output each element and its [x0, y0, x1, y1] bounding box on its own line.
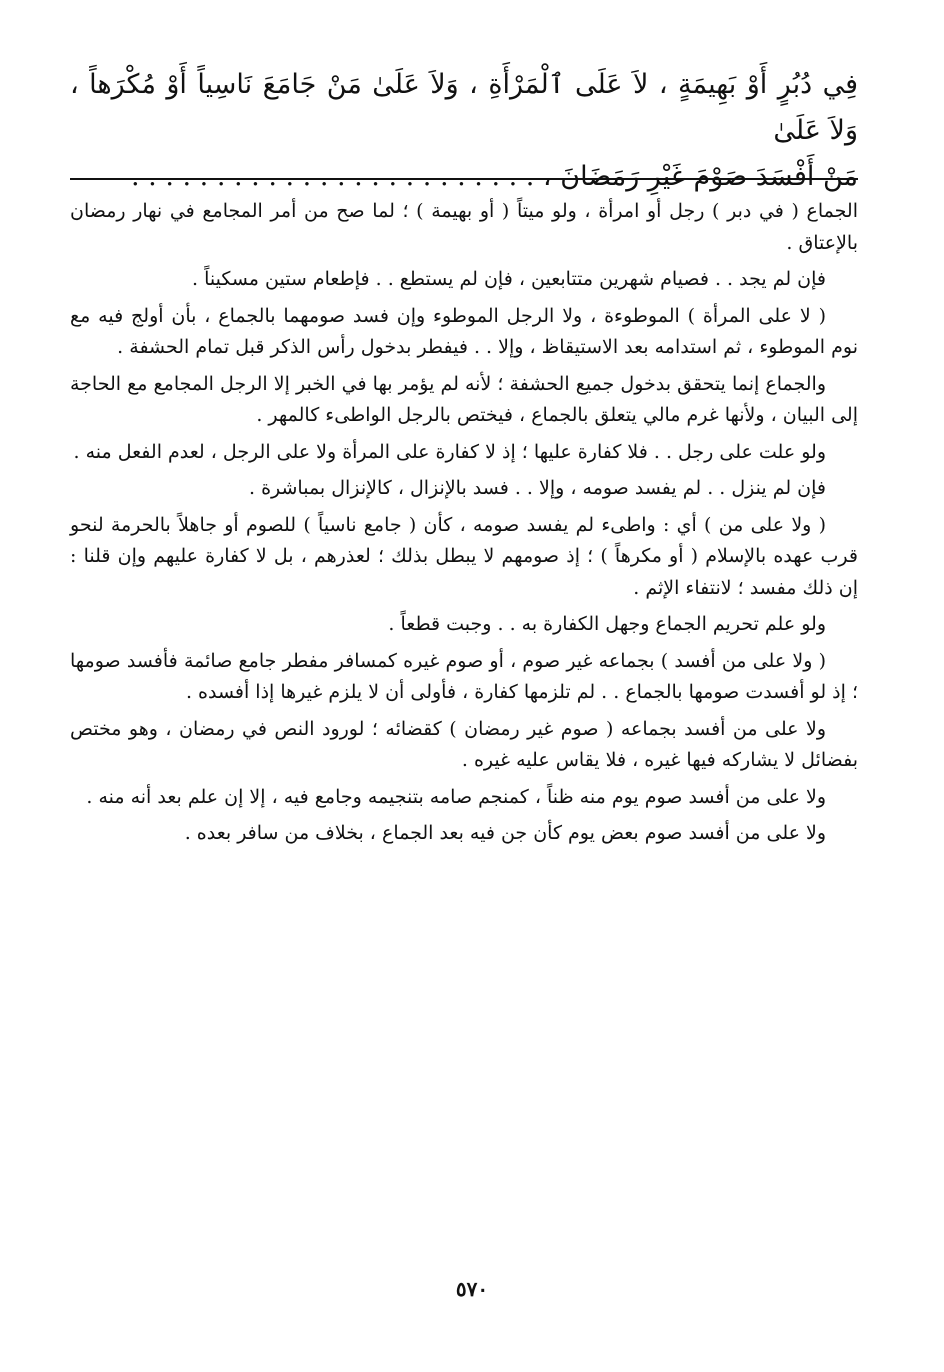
commentary-paragraph: فإن لم ينزل . . لم يفسد صومه ، وإلا . . فسد بالإنزال ، كالإنزال بمباشرة . — [248, 477, 826, 499]
commentary-block — [70, 196, 858, 855]
separator-rule — [70, 178, 858, 180]
commentary-paragraph: فإن لم يجد . . فصيام شهرين متتابعين ، فإن لم يستطع . . فإطعام ستين مسكيناً . — [192, 268, 826, 290]
main-text-line: مَنْ أَفْسَدَ صَوْمَ غَيْرِ رَمَضَانَ ، . . . . . . . . . . . . . . . . . . . . . . . . — [131, 161, 858, 192]
commentary-paragraph: ( ولا على من ) أي : واطىء لم يفسد صومه ، كأن ( جامع ناسياً ) للصوم أو جاهلاً بالحرمة لنحو قرب عهده بالإسلام ( أو مكرهاً ) ؛ إذ صومهم لا يبطل بذلك ؛ لعذرهم ، بل لا كفارة عليهم وإن قلنا : إن ذلك مفسد ؛ لانتفاء الإثم . — [70, 513, 858, 599]
main-text-line: فِي دُبُرٍ أَوْ بَهِيمَةٍ ، لاَ عَلَى ٱلْمَرْأَةِ ، وَلاَ عَلَىٰ مَنْ جَامَعَ نَاسِياً أَوْ مُكْرَهاً ، وَلاَ عَلَىٰ — [70, 69, 858, 146]
commentary-paragraph: ولو علم تحريم الجماع وجهل الكفارة به . . وجبت قطعاً . — [388, 613, 826, 635]
commentary-paragraph: ولا على من أفسد صوم بعض يوم كأن جن فيه بعد الجماع ، بخلاف من سافر بعده . — [184, 822, 826, 844]
commentary-paragraph: ( لا على المرأة ) الموطوءة ، ولا الرجل الموطوء وإن فسد صومهما بالجماع ، بأن أولج فيه مع نوم الموطوء ، ثم استدامه بعد الاستيقاظ ، وإلا . . فيفطر بدخول رأس الذكر قبل تمام الحشفة . — [70, 304, 858, 358]
commentary-paragraph: ولا على من أفسد بجماعه ( صوم غير رمضان ) كقضائه ؛ لورود النص في رمضان ، وهو مختص بفضائل لا يشاركه فيها غيره ، فلا يقاس عليه غيره . — [70, 717, 858, 771]
commentary-paragraph: الجماع ( في دبر ) رجل أو امرأة ، ولو ميتاً ( أو بهيمة ) ؛ لما صح من أمر المجامع في نهار رمضان بالإعتاق . — [70, 200, 858, 254]
commentary-paragraph: ولو علت على رجل . . فلا كفارة عليها ؛ إذ لا كفارة على المرأة ولا على الرجل ، لعدم الفعل منه . — [73, 440, 826, 463]
commentary-paragraph: والجماع إنما يتحقق بدخول جميع الحشفة ؛ لأنه لم يؤمر بها في الخبر إلا الرجل المجامع مع الحاجة إلى البيان ، ولأنها غرم مالي يتعلق بالجماع ، فيختص بالرجل الواطىء كالمهر . — [70, 372, 858, 426]
page-number: ٥٧٠ — [455, 1277, 489, 1301]
commentary-paragraph: ولا على من أفسد صوم يوم منه ظناً ، كمنجم صامه بتنجيمه وجامع فيه ، إلا إن علم بعد أنه منه . — [86, 785, 826, 808]
commentary-paragraph: ( ولا على من أفسد ) بجماعه غير صوم ، أو صوم غيره كمسافر مفطر جامع صائمة فأفسد صومها ؛ إذ لو أفسدت صومها بالجماع . . لم تلزمها كفارة ، فأولى أن لا يلزم غيرها إذا أفسده . — [70, 649, 858, 703]
